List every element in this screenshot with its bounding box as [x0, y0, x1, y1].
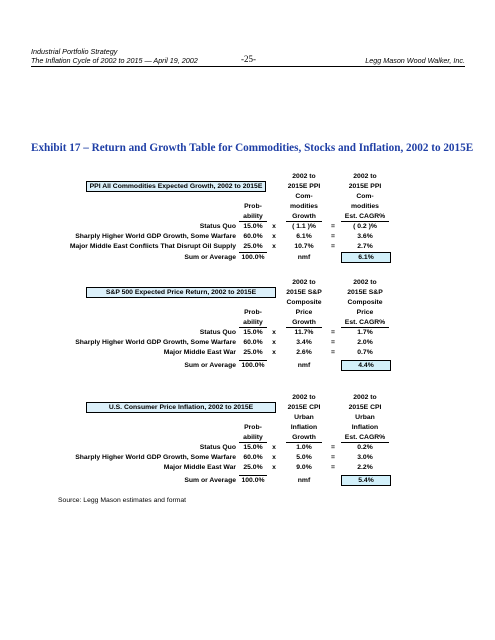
operator-equals: =	[331, 444, 335, 451]
row-label: Status Quo	[199, 223, 236, 230]
sum-growth: nmf	[297, 477, 311, 484]
cagr-value: 2.0%	[357, 339, 373, 346]
prob-value: 60.0%	[243, 339, 263, 346]
growth-value: 9.0%	[296, 464, 312, 471]
prob-value: 15.0%	[243, 223, 263, 230]
row-label: Sharply Higher World GDP Growth, Some Warfare	[75, 339, 236, 346]
operator-equals: =	[331, 349, 335, 356]
operator-multiply: x	[272, 329, 276, 336]
cagr-value: 2.2%	[357, 464, 373, 471]
col-header-cagr: 2015E CPI	[348, 404, 382, 411]
cagr-value: ( 0.2 )%	[353, 223, 377, 230]
report-series-title: Industrial Portfolio Strategy	[31, 47, 118, 56]
sum-growth: nmf	[297, 362, 311, 369]
header-rule	[31, 66, 465, 67]
cagr-value: 0.2%	[357, 444, 373, 451]
table-title: PPI All Commodities Expected Growth, 2002 to 2015E	[89, 183, 263, 190]
prob-value: 25.0%	[243, 243, 263, 250]
col-header-prob: Prob-	[244, 309, 262, 316]
operator-multiply: x	[272, 349, 276, 356]
cagr-value: 3.6%	[357, 233, 373, 240]
growth-value: 2.6%	[296, 349, 312, 356]
col-header-prob: Prob-	[244, 203, 262, 210]
operator-multiply: x	[272, 444, 276, 451]
sum-prob: 100.0%	[241, 477, 265, 484]
row-label: Major Middle East War	[163, 464, 236, 471]
col-header-growth: Price	[295, 309, 313, 316]
sum-prob: 100.0%	[241, 362, 265, 369]
row-label: Sharply Higher World GDP Growth, Some Warfare	[75, 454, 236, 461]
col-header-prob: ability	[243, 434, 263, 441]
growth-value: ( 1.1 )%	[292, 223, 316, 230]
col-header-cagr: 2002 to	[353, 394, 377, 401]
cagr-value: 0.7%	[357, 349, 373, 356]
col-header-growth: Growth	[292, 319, 316, 326]
prob-value: 60.0%	[243, 233, 263, 240]
cagr-value: 1.7%	[357, 329, 373, 336]
report-title-date: The Inflation Cycle of 2002 to 2015 — April 19, 2002	[31, 56, 198, 65]
col-header-growth: modities	[290, 203, 318, 210]
row-label: Major Middle East Conflicts That Disrupt Oil Supply	[69, 243, 236, 250]
col-header-cagr: Est. CAGR%	[344, 434, 386, 441]
operator-multiply: x	[272, 339, 276, 346]
col-header-cagr: 2015E S&P	[347, 289, 383, 296]
table-title-box	[86, 402, 276, 413]
growth-value: 6.1%	[296, 233, 312, 240]
col-header-cagr: Composite	[347, 299, 383, 306]
operator-multiply: x	[272, 243, 276, 250]
growth-value: 1.0%	[296, 444, 312, 451]
sum-label: Sum or Average	[184, 477, 236, 484]
operator-multiply: x	[272, 233, 276, 240]
sum-cagr-highlight: 6.1%	[341, 252, 391, 263]
operator-equals: =	[331, 339, 335, 346]
col-header-cagr: Est. CAGR%	[344, 319, 386, 326]
operator-equals: =	[331, 329, 335, 336]
col-header-growth: Com-	[295, 193, 313, 200]
col-header-growth: 2002 to	[292, 394, 316, 401]
growth-value: 5.0%	[296, 454, 312, 461]
sum-label: Sum or Average	[184, 362, 236, 369]
col-header-growth: 2015E PPI	[287, 183, 321, 190]
operator-equals: =	[331, 223, 335, 230]
page-number: -25-	[241, 54, 256, 64]
col-header-growth: Growth	[292, 213, 316, 220]
col-header-cagr: Com-	[356, 193, 374, 200]
cagr-value: 2.7%	[357, 243, 373, 250]
table-title-box	[86, 181, 266, 192]
col-header-prob: Prob-	[244, 424, 262, 431]
operator-multiply: x	[272, 454, 276, 461]
col-header-cagr: 2002 to	[353, 279, 377, 286]
operator-multiply: x	[272, 223, 276, 230]
col-header-cagr: Urban	[355, 414, 375, 421]
operator-equals: =	[331, 233, 335, 240]
sum-label: Sum or Average	[184, 254, 236, 261]
row-label: Sharply Higher World GDP Growth, Some Warfare	[75, 233, 236, 240]
firm-name: Legg Mason Wood Walker, Inc.	[365, 56, 465, 65]
sum-cagr-highlight: 4.4%	[341, 360, 391, 371]
row-label: Major Middle East War	[163, 349, 236, 356]
prob-value: 15.0%	[243, 329, 263, 336]
sum-prob: 100.0%	[241, 254, 265, 261]
prob-value: 25.0%	[243, 464, 263, 471]
prob-value: 25.0%	[243, 349, 263, 356]
col-header-growth: Urban	[294, 414, 314, 421]
col-header-cagr: Price	[356, 309, 374, 316]
col-header-prob: ability	[243, 213, 263, 220]
growth-value: 3.4%	[296, 339, 312, 346]
col-header-cagr: Inflation	[351, 424, 379, 431]
col-header-cagr: 2015E PPI	[348, 183, 382, 190]
growth-value: 11.7%	[294, 329, 314, 336]
col-header-growth: 2015E CPI	[287, 404, 321, 411]
col-header-growth: 2002 to	[292, 279, 316, 286]
row-label: Status Quo	[199, 329, 236, 336]
sum-cagr-highlight: 5.4%	[341, 475, 391, 486]
col-header-cagr: Est. CAGR%	[344, 213, 386, 220]
operator-equals: =	[331, 454, 335, 461]
row-label: Status Quo	[199, 444, 236, 451]
prob-value: 15.0%	[243, 444, 263, 451]
col-header-growth: Composite	[286, 299, 322, 306]
col-header-growth: 2002 to	[292, 173, 316, 180]
col-header-prob: ability	[243, 319, 263, 326]
col-header-growth: 2015E S&P	[286, 289, 322, 296]
operator-equals: =	[331, 464, 335, 471]
col-header-growth: Growth	[292, 434, 316, 441]
operator-equals: =	[331, 243, 335, 250]
col-header-cagr: 2002 to	[353, 173, 377, 180]
table-title: S&P 500 Expected Price Return, 2002 to 2015E	[105, 289, 257, 296]
table-title-box	[86, 287, 276, 298]
growth-value: 10.7%	[294, 243, 314, 250]
table-title: U.S. Consumer Price Inflation, 2002 to 2015E	[108, 404, 254, 411]
operator-multiply: x	[272, 464, 276, 471]
prob-value: 60.0%	[243, 454, 263, 461]
col-header-cagr: modities	[351, 203, 379, 210]
col-header-growth: Inflation	[290, 424, 318, 431]
source-note: Source: Legg Mason estimates and format	[58, 497, 187, 504]
exhibit-title: Exhibit 17 – Return and Growth Table for Commodities, Stocks and Inflation, 2002 to 2015E	[31, 142, 474, 154]
cagr-value: 3.0%	[357, 454, 373, 461]
sum-growth: nmf	[297, 254, 311, 261]
